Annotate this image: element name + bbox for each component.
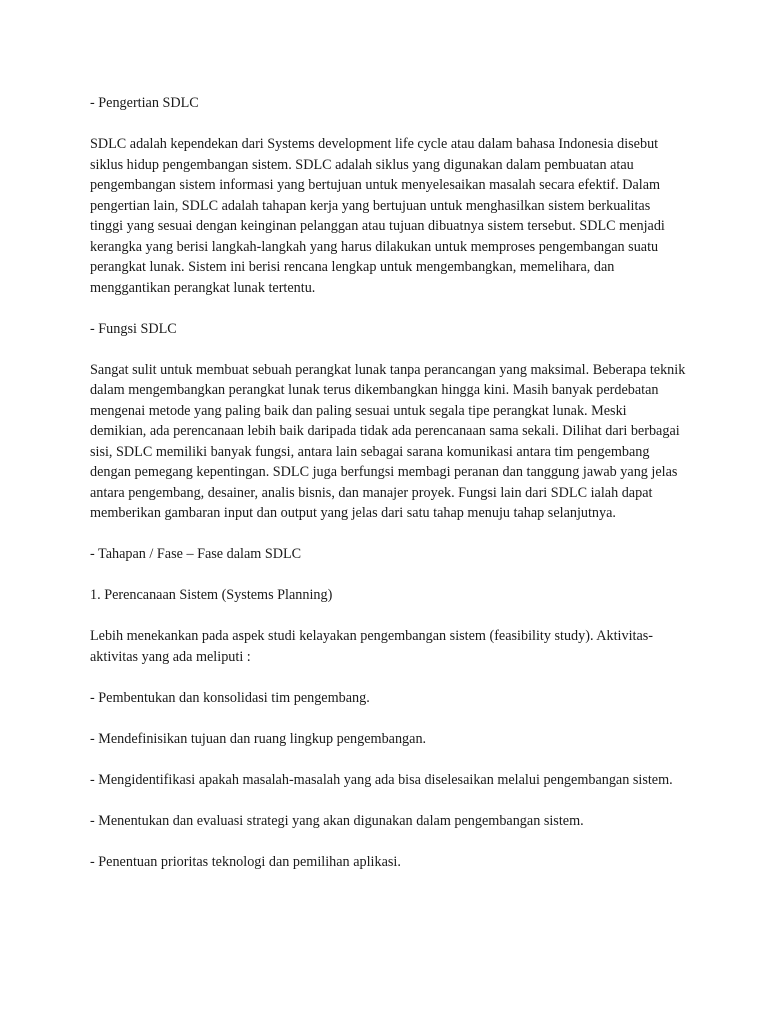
paragraph-fungsi-sdlc: Sangat sulit untuk membuat sebuah perangkat lunak tanpa perancangan yang maksimal. Beberapa teknik dalam mengembangkan perangkat lunak terus dikembangkan hingga kini. Masih banyak perdebatan mengenai metode yang paling baik dan paling sesuai untuk segala tipe perangkat lunak. Meski demikian, ada perencanaan lebih baik daripada tidak ada perencanaan sama sekali. Dilihat dari berbagai sisi, SDLC memiliki banyak fungsi, antara lain sebagai sarana komunikasi antara tim pengembang dengan pemegang kepentingan. SDLC juga berfungsi membagi peranan dan tanggung jawab yang jelas antara pengembang, desainer, analis bisnis, dan manajer proyek. Fungsi lain dari SDLC ialah dapat memberikan gambaran input dan output yang jelas dari satu tahap menuju tahap selanjutnya. [90,361,686,521]
paragraph-pengertian-sdlc: SDLC adalah kependekan dari Systems development life cycle atau dalam bahasa Indonesia disebut siklus hidup pengembangan sistem. SDLC adalah siklus yang digunakan dalam pembuatan atau pengembangan sistem informasi yang bertujuan untuk menyelesaikan masalah secara efektif. Dalam pengertian lain, SDLC adalah tahapan kerja yang bertujuan untuk menghasilkan sistem berkualitas tinggi yang sesuai dengan keinginan pelanggan atau tujuan dibuatnya sistem tersebut. SDLC menjadi kerangka yang berisi langkah-langkah yang harus dilakukan untuk memproses pengembangan suatu perangkat lunak. Sistem ini berisi rencana lengkap untuk mengembangkan, memelihara, dan menggantikan perangkat lunak tertentu. [90,136,665,296]
heading-fungsi-sdlc: - Fungsi SDLC [90,320,177,337]
list-item: - Penentuan prioritas teknologi dan pemilihan aplikasi. [90,853,401,870]
heading-pengertian-sdlc: - Pengertian SDLC [90,95,199,111]
paragraph-perencanaan-sistem: Lebih menekankan pada aspek studi kelayakan pengembangan sistem (feasibility study). Aktivitas-aktivitas yang ada meliputi : [90,628,654,665]
list-item: - Mengidentifikasi apakah masalah-masalah yang ada bisa diselesaikan melalui pengembangan sistem. [90,771,673,788]
heading-tahapan-sdlc: - Tahapan / Fase – Fase dalam SDLC [90,546,302,562]
list-item: - Mendefinisikan tujuan dan ruang lingkup pengembangan. [90,730,427,747]
heading-perencanaan-sistem: 1. Perencanaan Sistem (Systems Planning) [90,587,333,603]
list-item: - Menentukan dan evaluasi strategi yang akan digunakan dalam pengembangan sistem. [90,812,584,829]
list-item: - Pembentukan dan konsolidasi tim pengembang. [90,689,370,706]
document-page [90,93,686,893]
